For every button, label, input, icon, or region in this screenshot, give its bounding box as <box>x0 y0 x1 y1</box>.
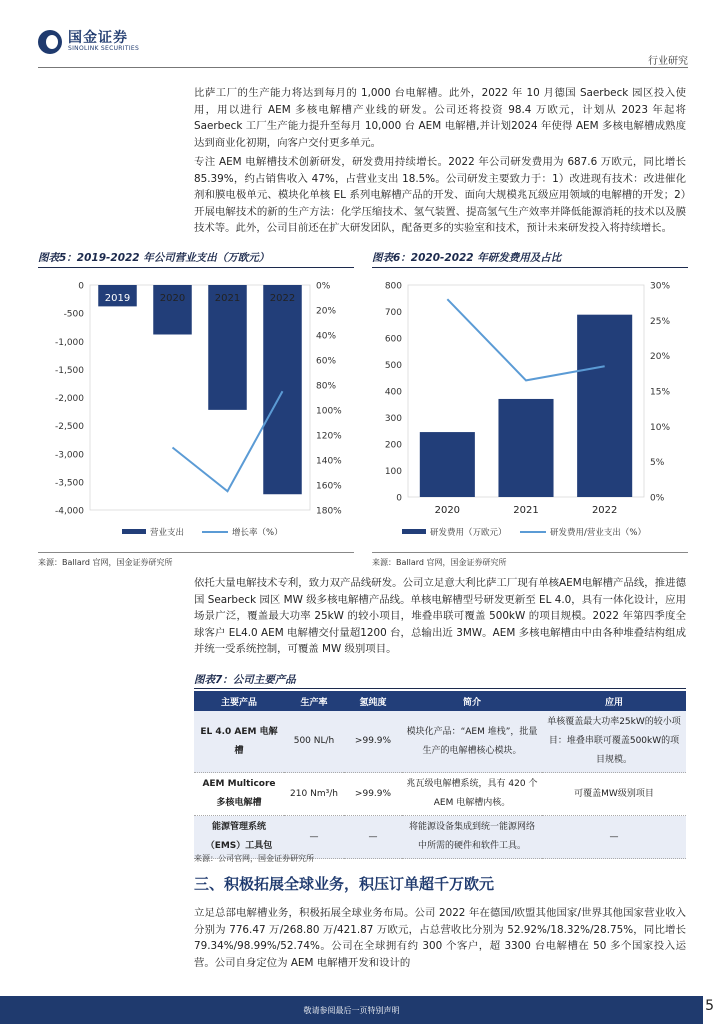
section-title: 三、积极拓展全球业务，积压订单超千万欧元 <box>194 875 495 893</box>
fig5-y-left-tick: -1,000 <box>54 337 84 348</box>
fig5-y-right-tick: 140% <box>316 456 342 467</box>
fig6-chart <box>372 272 688 544</box>
hydrogen-purity: >99.9% <box>344 711 402 773</box>
company-logo <box>38 30 139 54</box>
fig5-y-left-tick: -2,500 <box>54 422 84 433</box>
paragraph-global-business: 立足总部电解槽业务，积极拓展全球业务布局。公司 2022 年在德国/欧盟其他国家/世界其他国家营业收入分别为 776.47 万/268.80 万/421.87 万欧元，占总营收比分别为 52.92%/18.32%/28.75%，同比增长 79.34%/98.99%/52.74%。公司在全球拥有约 300 个客户，超 3300 台电解槽在 50 多个国家投入运营。公司自身定位为 AEM 电解槽开发和设计的 <box>194 907 686 969</box>
fig5-bottom-rule <box>38 552 354 553</box>
fig5-bar <box>263 285 302 494</box>
fig7-source: 来源：公司官网，国金证券研究所 <box>194 854 314 863</box>
col-header-rate: 生产率 <box>284 691 344 711</box>
fig7-title: 图表7：公司主要产品 <box>194 674 296 686</box>
fig6-y-left-tick: 0 <box>396 493 402 504</box>
fig6-bottom-rule <box>372 552 688 553</box>
col-header-intro: 简介 <box>402 691 542 711</box>
hydrogen-purity: >99.9% <box>344 773 402 816</box>
fig6-x-tick: 2021 <box>513 505 539 516</box>
fig6-y-left-tick: 300 <box>384 414 402 424</box>
production-rate: 210 Nm³/h <box>284 773 344 816</box>
fig5-chart <box>38 272 354 544</box>
fig5-y-left-tick: -4,000 <box>54 506 84 517</box>
product-application: 单核覆盖最大功率25kW的较小项目：堆叠串联可覆盖500kW的项目规模。 <box>542 711 686 773</box>
fig6-y-right-tick: 0% <box>650 493 665 504</box>
logo-mark-icon <box>38 30 62 54</box>
fig5-y-right-tick: 100% <box>316 406 342 417</box>
fig5-category-label: 2022 <box>269 293 296 304</box>
table-row <box>194 711 686 773</box>
fig5-legend-bar-label: 营业支出 <box>150 528 185 538</box>
logo-name-en: SINOLINK SECURITIES <box>68 45 140 53</box>
fig7-title-rule <box>194 688 686 689</box>
fig6-y-right-tick: 15% <box>650 387 671 398</box>
col-header-purity: 氢纯度 <box>344 691 402 711</box>
fig5-y-right-tick: 160% <box>316 481 342 492</box>
product-name: EL 4.0 AEM 电解槽 <box>194 711 284 773</box>
fig6-y-left-tick: 600 <box>384 334 402 345</box>
products-table <box>194 691 686 859</box>
product-name: AEM Multicore 多核电解槽 <box>194 773 284 816</box>
table-row <box>194 773 686 816</box>
fig6-x-tick: 2020 <box>434 505 461 516</box>
fig5-y-right-tick: 180% <box>316 506 342 517</box>
product-intro: 兆瓦级电解槽系统，具有 420 个 AEM 电解槽内核。 <box>402 773 542 816</box>
fig5-category-label: 2021 <box>214 293 241 304</box>
fig5-category-label: 2019 <box>104 293 131 304</box>
page-number: 5 <box>705 998 714 1014</box>
fig5-y-left-tick: -500 <box>63 309 84 320</box>
fig6-y-left-tick: 100 <box>384 467 402 477</box>
fig5-y-right-tick: 60% <box>316 356 337 367</box>
fig6-legend-line-label: 研发费用/营业支出（%） <box>550 528 646 538</box>
product-name: 能源管理系统（EMS）工具包 <box>194 816 284 859</box>
paragraph-product-lines: 依托大量电解技术专利，致力双产品线研发。公司立足意大利比萨工厂现有单核AEM电解槽产品线，推进德国 Searbeck 园区 MW 级多核电解槽产品线。单核电解槽型号研发更新至 EL 4.0，具有一体化设计，应用场景广泛，覆盖最大功率 25kW 的较小项目，堆叠串联可覆盖 500kW 的项目规模。2022 年第四季度全球客户 EL4.0 AEM 电解槽交付量超1200 台，总输出近 3MW。AEM 多核电解槽由中由各种堆叠结构组成并统一受系统控制，可覆盖 MW 级别项目。 <box>194 577 686 655</box>
fig5-category-label: 2020 <box>159 293 186 304</box>
fig5-legend-line-label: 增长率（%） <box>232 528 283 538</box>
fig5-y-left-tick: -1,500 <box>54 365 84 376</box>
fig6-y-left-tick: 400 <box>384 387 402 398</box>
fig6-y-left-tick: 800 <box>384 281 402 292</box>
product-application: 可覆盖MW级别项目 <box>542 773 686 816</box>
logo-name-cn: 国金证券 <box>68 30 128 46</box>
fig5-y-right-tick: 120% <box>316 431 342 442</box>
fig5-y-left-tick: -2,000 <box>54 394 84 404</box>
paragraph-factory-capacity: 比萨工厂的生产能力将达到每月的 1,000 台电解槽。此外，2022 年 10 月德国 Saerbeck 园区投入使用，用以进行 AEM 多核电解槽产业线的研发。公司还将投资 98.4 万欧元，计划从 2023 年起将Saerbeck 工厂生产能力提升至每月 10,000 台 AEM 电解槽,并计划2024 年使得 AEM 多核电解槽成熟度达到商业化初期，向客户交付更多单元。 <box>194 87 686 149</box>
fig6-source: 来源：Ballard 官网，国金证券研究所 <box>372 558 507 567</box>
fig6-legend-bar-swatch <box>402 529 426 534</box>
fig6-bar <box>420 432 475 497</box>
fig6-title: 图表6：2020-2022 年研发费用及占比 <box>372 252 562 264</box>
fig6-x-tick: 2022 <box>591 505 618 516</box>
fig5-title-rule <box>38 267 354 268</box>
fig5-y-right-tick: 40% <box>316 331 337 342</box>
production-rate: 500 NL/h <box>284 711 344 773</box>
fig5-source: 来源：Ballard 官网，国金证券研究所 <box>38 558 173 567</box>
fig6-bar <box>577 315 632 497</box>
fig6-y-left-tick: 700 <box>384 308 402 318</box>
footer-disclaimer: 敬请参阅最后一页特别声明 <box>303 1006 400 1015</box>
product-intro: 模块化产品：“AEM 堆栈”，批量生产的电解槽核心模块。 <box>402 711 542 773</box>
fig6-y-left-tick: 200 <box>384 440 402 451</box>
fig5-legend-bar-swatch <box>122 529 146 534</box>
fig5-title: 图表5：2019-2022 年公司营业支出（万欧元） <box>38 252 270 264</box>
production-rate: — <box>284 816 344 859</box>
fig5-y-right-tick: 20% <box>316 306 337 317</box>
report-category: 行业研究 <box>648 56 688 67</box>
col-header-application: 应用 <box>542 691 686 711</box>
col-header-product: 主要产品 <box>194 691 284 711</box>
fig6-y-left-tick: 500 <box>384 361 402 371</box>
fig6-y-right-tick: 10% <box>650 422 671 433</box>
fig5-y-right-tick: 0% <box>316 281 331 292</box>
fig6-y-right-tick: 20% <box>650 352 671 363</box>
fig5-y-left-tick: -3,500 <box>54 478 84 489</box>
fig6-legend-bar-label: 研发费用（万欧元） <box>430 528 507 538</box>
fig6-y-right-tick: 25% <box>650 316 671 327</box>
fig5-y-left-tick: 0 <box>78 281 84 292</box>
fig6-title-rule <box>372 267 688 268</box>
fig6-bar <box>498 399 553 497</box>
header-divider <box>38 67 688 68</box>
paragraph-rd-investment: 专注 AEM 电解槽技术创新研发，研发费用持续增长。2022 年公司研发费用为 687.6 万欧元，同比增长 85.39%，约占销售收入 47%，占营业支出 18.5%。公司研发主要致力于：1）改进现有技术：改进催化剂和膜电极单元、模块化单核 EL 系列电解槽产品的开发、面向大规模兆瓦级应用领域的电解槽的开发；2）开展电解技术的新的生产方法：化学压缩技术、氢气装置、提高氢气生产效率并降低能源消耗的技术以及膜技术等。此外，公司目前还在扩大研发团队，配备更多的实验室和技术，预计未来研发投入将持续增长。 <box>194 156 686 234</box>
fig6-y-right-tick: 30% <box>650 281 671 292</box>
product-intro: 将能源设备集成到统一能源网络中所需的硬件和软件工具。 <box>402 816 542 859</box>
hydrogen-purity: — <box>344 816 402 859</box>
fig5-y-right-tick: 80% <box>316 381 337 392</box>
fig5-y-left-tick: -3,000 <box>54 450 84 461</box>
product-application: — <box>542 816 686 859</box>
table-header-row <box>194 691 686 711</box>
fig6-y-right-tick: 5% <box>650 458 665 469</box>
